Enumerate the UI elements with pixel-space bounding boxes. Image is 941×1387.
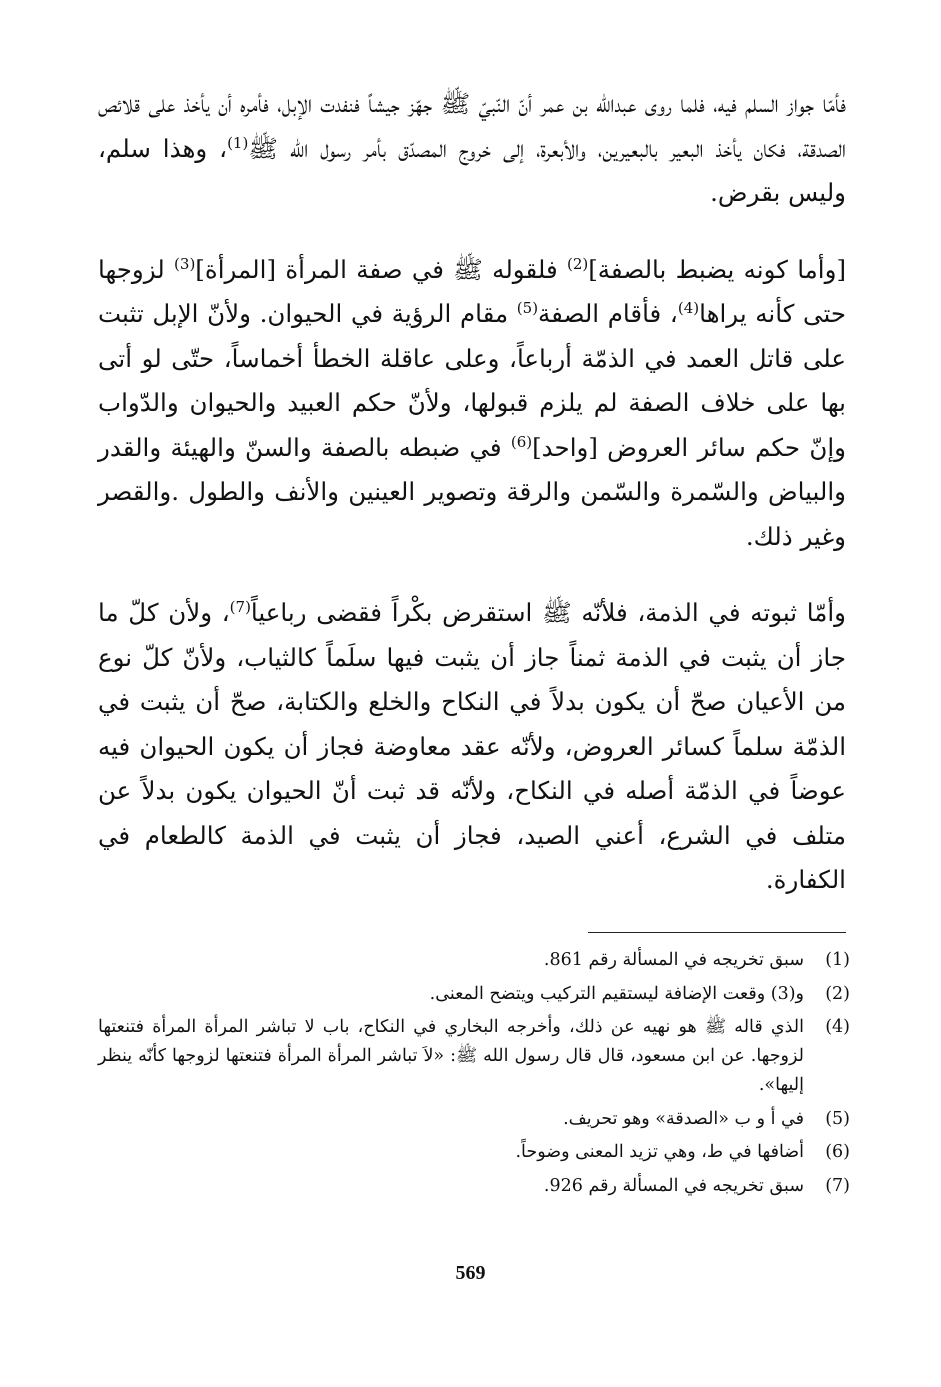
footnote-text: الذي قاله ﷺ هو نهيه عن ذلك، وأخرجه البخاري في النكاح، باب لا تباشر المرأة المرأة فتنعتها لزوجها. عن ابن مسعود، قال قال رسول الله ﷺ: «لاَ تباشر المرأة المرأة فتنعتها لزوجها كأنّه ينظر إليها». (98, 1017, 804, 1095)
footnote-text: سبق تخريجه في المسألة رقم 926. (543, 1175, 804, 1196)
footnote-ref-5[interactable]: (5) (516, 298, 539, 317)
footnote-text: أضافها في ط، وهي تزيد المعنى وضوحاً. (515, 1142, 804, 1162)
footnote-ref-4[interactable]: (4) (677, 298, 700, 317)
paragraph-3-text: وأمّا ثبوته في الذمة، فلأنّه ﷺ استقرض بكْراً فقضى رباعياً (250, 598, 847, 627)
footnotes (98, 946, 850, 1205)
paragraph-1-text-end: ، وهذا سلم، وليس بقرض. (98, 133, 846, 207)
footnote-number: (7) (825, 1175, 850, 1196)
paragraph-1-text: فأمّا جواز السلم فيه، فلما روى عبدالله بن عمر أنّ النّبيّ ﷺ جهّز جيشاً فنفدت الإبل، فأمره أن يأخذ على قلائص الصدقة، فكان يأخذ البعير بالبعيرين، والأبعرة، إلى خروج المصدّق بأمر رسول الله ﷺ (98, 89, 846, 163)
footnote-5 (98, 1105, 850, 1134)
footnote-ref-1[interactable]: (1) (227, 133, 249, 152)
footnote-4 (98, 1013, 850, 1100)
main-text (98, 82, 846, 903)
footnote-number: (6) (825, 1142, 850, 1162)
paragraph-2-text-c: لزوجها حتى كأنه يراها (98, 254, 846, 328)
paragraph-3-text-end: ، ولأن كلّ ما جاز أن يثبت في الذمة ثمناً جاز أن يثبت فيها سلَماً كالثياب، ولأنّ كلّ نوع من الأعيان صحّ أن يكون بدلاً في النكاح والخلع والكتابة، صحّ أن يثبت في الذمّة سلماً كسائر العروض، ولأنّه عقد معاوضة فجاز أن يكون الحيوان فيه عوضاً في الذمّة أصله في النكاح، ولأنّه قد ثبت أنّ الحيوان يكون بدلاً عن متلف في الشرع، أعني الصيد، فجاز أن يثبت في الذمة كالطعام في الكفارة. (98, 598, 846, 894)
footnote-separator (588, 932, 846, 933)
footnote-ref-3[interactable]: (3) (174, 254, 196, 273)
footnote-ref-2[interactable]: (2) (566, 254, 589, 273)
paragraph-2-text-b: فلقوله ﷺ في صفة المرأة [المرأة] (195, 254, 567, 284)
paragraph-1 (98, 82, 846, 216)
footnote-text: في أ و ب «الصدقة» وهو تحريف. (563, 1108, 804, 1129)
page-number: 569 (455, 1262, 486, 1284)
footnote-number: (1) (825, 950, 850, 970)
paragraph-2-text-e: مقام الرؤية في الحيوان. ولأنّ الإبل تثبت على قاتل العمد في الذمّة أرباعاً، وعلى عاقلة الخطأ أخماساً، حتّى لو أتى بها على خلاف الصفة لم يلزم قبولها، ولأنّ حكم العبيد والحيوان والدّواب وإنّ حكم سائر العروض [واحد] (98, 299, 846, 462)
footnote-number: (2) (825, 983, 850, 1004)
footnote-7 (98, 1172, 850, 1201)
footnote-ref-7[interactable]: (7) (229, 597, 251, 616)
paragraph-2-text: [وأما كونه يضبط بالصفة] (588, 254, 846, 284)
footnote-6 (98, 1138, 850, 1167)
footnote-text: و(3) وقعت الإضافة ليستقيم التركيب ويتضح المعنى. (429, 983, 804, 1004)
paragraph-2 (98, 248, 846, 560)
footnote-2 (98, 980, 850, 1009)
paragraph-3 (98, 591, 846, 903)
footnote-number: (4) (825, 1017, 850, 1037)
paragraph-2-text-f: في ضبطه بالصفة والسنّ والهيئة والقدر والبياض والسّمرة والسّمن والرقة وتصوير العينين والأنف والطول .والقصر وغير ذلك. (98, 432, 846, 551)
footnote-1 (98, 946, 850, 975)
footnote-number: (5) (825, 1108, 850, 1129)
paragraph-2-text-d: ، فأقام الصفة (538, 299, 678, 328)
footnote-ref-6[interactable]: (6) (510, 432, 533, 451)
footnote-text: سبق تخريجه في المسألة رقم 861. (543, 950, 804, 970)
